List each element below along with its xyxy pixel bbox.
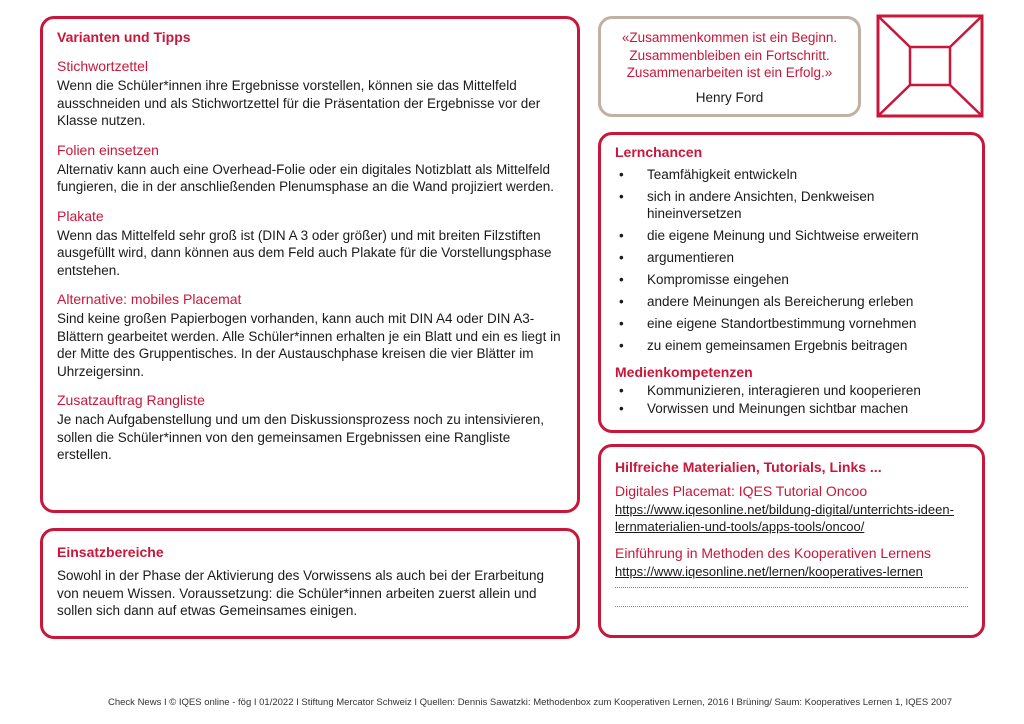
einsatzbereiche-title: Einsatzbereiche: [57, 544, 164, 560]
bullet-icon: •: [619, 250, 624, 265]
varianten-panel: [40, 16, 580, 513]
footer-credits: Check News I © IQES online - fög I 01/2022 I Stiftung Mercator Schweiz I Quellen: Dennis Sawatzki: Methodenbox zum Kooperativen Lernen, 2016 I Brüning/ Saum: Kooperatives Lernen 1, IQES 2007: [108, 697, 952, 708]
section-text: Wenn das Mittelfeld sehr groß ist (DIN A 3 oder größer) und mit breiten Filzstiften ausgefüllt wird, dann können aus dem Feld auch Plakate für die Vorstellungsphase entstehen.: [57, 227, 552, 278]
quote-panel: [598, 16, 861, 117]
varianten-title: Varianten und Tipps: [57, 29, 191, 45]
list-item: • sich in andere Ansichten, Denkweisen hineinversetzen: [619, 189, 875, 221]
lernchancen-list: [615, 166, 968, 354]
section-text: Sind keine großen Papierbogen vorhanden, kann auch mit DIN A4 oder DIN A3-Blättern gearbeitet werden. Alle Schüler*innen erhalten je ein Blatt und ein es liegt in der Mitte des Gruppentisches. In der Austauschphase kreisen die vier Blätter im Uhrzeigersinn.: [57, 311, 561, 379]
links-title: Hilfreiche Materialien, Tutorials, Links ...: [615, 459, 882, 475]
lernchancen-title: Lernchancen: [615, 144, 703, 160]
dotted-divider: [615, 587, 968, 606]
quote-line: Zusammenbleiben ein Fortschritt.: [629, 47, 830, 63]
list-item: • zu einem gemeinsamen Ergebnis beitragen: [619, 338, 908, 353]
quote-line: Zusammenarbeiten ist ein Erfolg.»: [626, 65, 833, 80]
quote-line: «Zusammenkommen ist ein Beginn.: [621, 30, 838, 45]
oncoo-link[interactable]: https://www.iqesonline.net/bildung-digital/unterrichts-ideen-lernmaterialien-und-tools/apps-tools/oncoo/: [615, 502, 954, 534]
list-item: • eine eigene Standortbestimmung vornehmen: [619, 316, 917, 331]
medienkompetenzen-list: [615, 382, 968, 417]
section-heading: Zusatzauftrag Rangliste: [57, 392, 205, 408]
quote-author: Henry Ford: [695, 89, 764, 105]
section-text: Wenn die Schüler*innen ihre Ergebnisse vorstellen, können sie das Mittelfeld ausschneiden und als Stichwortzettel für die Präsentation der Ergebnisse vor der Klasse nutzen.: [57, 78, 541, 128]
bullet-icon: •: [619, 167, 624, 182]
section-heading: Plakate: [57, 207, 104, 224]
einsatzbereiche-text: Sowohl in der Phase der Aktivierung des Vorwissens als auch bei der Erarbeitung von neuem Wissen. Voraussetzung: die Schüler*innen arbeiten zuerst allein und sollen sich dann auf etwas Gemeinsames einigen.: [57, 568, 545, 618]
lernchancen-panel: [598, 132, 985, 433]
bullet-icon: •: [619, 401, 624, 416]
bullet-icon: •: [619, 189, 624, 204]
list-item: • Kompromisse eingehen: [619, 272, 789, 287]
link-heading: Digitales Placemat: IQES Tutorial Oncoo: [615, 483, 868, 499]
section-text: Je nach Aufgabenstellung und um den Diskussionsprozess noch zu intensivieren, sollen die Schüler*innen von den gemeinsamen Ergebnissen eine Rangliste erstellen.: [57, 412, 545, 462]
section-heading: Alternative: mobiles Placemat: [57, 291, 242, 307]
list-item: • Teamfähigkeit entwickeln: [619, 167, 798, 182]
bullet-icon: •: [619, 228, 624, 243]
bullet-icon: •: [619, 383, 624, 398]
bullet-icon: •: [619, 294, 624, 309]
list-item: • Vorwissen und Meinungen sichtbar machen: [619, 401, 909, 416]
list-item: • andere Meinungen als Bereicherung erleben: [619, 294, 914, 309]
kooperatives-lernen-link[interactable]: https://www.iqesonline.net/lernen/kooperatives-lernen: [615, 564, 923, 579]
placemat-icon: [876, 14, 984, 118]
list-item: • argumentieren: [619, 250, 735, 265]
bullet-icon: •: [619, 316, 624, 331]
medienkompetenzen-title: Medienkompetenzen: [615, 364, 753, 380]
section-heading: Stichwortzettel: [57, 58, 149, 74]
section-heading: Folien einsetzen: [57, 141, 159, 158]
list-item: • Kommunizieren, interagieren und kooperieren: [619, 383, 921, 398]
einsatzbereiche-panel: [40, 528, 580, 639]
bullet-icon: •: [619, 272, 624, 287]
bullet-icon: •: [619, 338, 624, 353]
dotted-divider: [615, 606, 968, 625]
section-text: Alternativ kann auch eine Overhead-Folie oder ein digitales Notizblatt als Mittelfeld fungieren, die in der anschließenden Plenumsphase an die Wand projiziert werden.: [57, 161, 555, 194]
link-heading: Einführung in Methoden des Kooperativen Lernens: [615, 545, 931, 561]
list-item: • die eigene Meinung und Sichtweise erweitern: [619, 228, 919, 243]
links-panel: [598, 444, 985, 638]
